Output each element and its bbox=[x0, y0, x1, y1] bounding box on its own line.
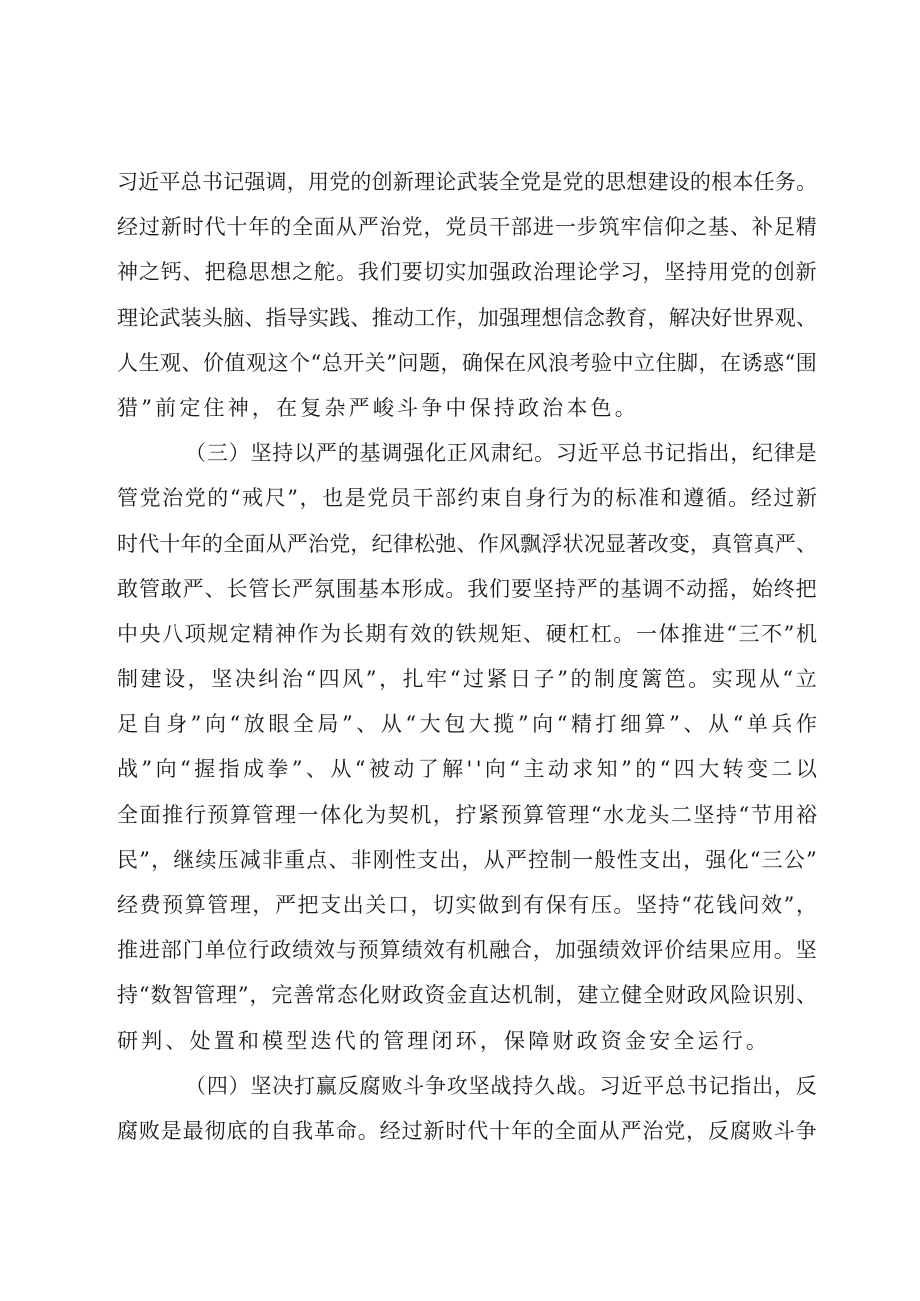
text-line: （ 四 ） 坚 决 打 赢 反 腐 败 斗 争 攻 坚 战 持 久 战 。 习 近 平 总 书 记 指 出 ， 反 bbox=[185, 1073, 817, 1098]
text-line: 时 代 十 年 的 全 面 从 严 治 党 ， 纪 律 松 弛 、 作 风 飘 浮 状 况 显 著 改 变 ， 真 管 真 严 、 bbox=[117, 531, 817, 556]
text-line: 习 近 平 总 书 记 强 调 ， 用 党 的 创 新 理 论 武 装 全 党 是 党 的 思 想 建 设 的 根 本 任 务 。 bbox=[117, 170, 817, 194]
text-line: 推 进 部 门 单 位 行 政 绩 效 与 预 算 绩 效 有 机 融 合 ， 加 强 绩 效 评 价 结 果 应 用 。 坚 bbox=[117, 938, 817, 963]
text-line: 理 论 武 装 头 脑 、 指 导 实 践 、 推 动 工 作 ， 加 强 理 想 信 念 教 育 ， 解 决 好 世 界 观 、 bbox=[117, 305, 817, 330]
text-line: 制 建 设 ， 坚 决 纠 治 “ 四 风 ” ， 扎 牢 “ 过 紧 日 子 ” 的 制 度 篱 笆 。 实 现 从 “ 立 bbox=[117, 667, 817, 692]
body-text bbox=[117, 160, 817, 1154]
text-line: 经 过 新 时 代 十 年 的 全 面 从 严 治 党 ， 党 员 干 部 进 一 步 筑 牢 信 仰 之 基 、 补 足 精 bbox=[117, 215, 817, 240]
text-line: 民 ” ， 继 续 压 减 非 重 点 、 非 刚 性 支 出 ， 从 严 控 制 一 般 性 支 出 ， 强 化 “ 三 公 ” bbox=[117, 847, 817, 872]
text-line: 中 央 八 项 规 定 精 神 作 为 长 期 有 效 的 铁 规 矩 、 硬 杠 杠 。 一 体 推 进 “ 三 不 ” 机 bbox=[117, 621, 817, 646]
text-line: 人 生 观 、 价 值 观 这 个 “ 总 开 关 ” 问 题 ， 确 保 在 风 浪 考 验 中 立 住 脚 ， 在 诱 惑 “ 围 bbox=[117, 350, 817, 375]
text-line: 研 判 、 处 置 和 模 型 迭 代 的 管 理 闭 环 ， 保 障 财 政 资 金 安 全 运 行 。 bbox=[117, 1028, 767, 1053]
text-line: 战 ” 向 “ 握 指 成 拳 ” 、 从 “ 被 动 了 解 ' ' 向 “ 主 动 求 知 ” 的 “ 四 大 转 变 二 以 bbox=[117, 757, 817, 782]
text-line: 猎 ” 前 定 住 神 ， 在 复 杂 严 峻 斗 争 中 保 持 政 治 本 色 。 bbox=[117, 395, 636, 420]
text-line: 神 之 钙 、 把 稳 思 想 之 舵 。 我 们 要 切 实 加 强 政 治 理 论 学 习 ， 坚 持 用 党 的 创 新 bbox=[117, 260, 817, 285]
text-line: 持 “ 数 智 管 理 ” ， 完 善 常 态 化 财 政 资 金 直 达 机 制 ， 建 立 健 全 财 政 风 险 识 别 、 bbox=[117, 983, 817, 1008]
text-line: 全 面 推 行 预 算 管 理 一 体 化 为 契 机 ， 拧 紧 预 算 管 理 “ 水 龙 头 二 坚 持 “ 节 用 裕 bbox=[117, 802, 817, 827]
text-line: 经 费 预 算 管 理 ， 严 把 支 出 关 口 ， 切 实 做 到 有 保 有 压 。 坚 持 “ 花 钱 问 效 ” ， bbox=[117, 893, 817, 917]
text-line: （ 三 ） 坚 持 以 严 的 基 调 强 化 正 风 肃 纪 。 习 近 平 总 书 记 指 出 ， 纪 律 是 bbox=[185, 441, 817, 466]
text-line: 管 党 治 党 的 “ 戒 尺 ” ， 也 是 党 员 干 部 约 束 自 身 行 为 的 标 准 和 遵 循 。 经 过 新 bbox=[117, 486, 817, 511]
text-line: 足 自 身 ” 向 “ 放 眼 全 局 ” 、 从 “ 大 包 大 揽 ” 向 “ 精 打 细 算 ” 、 从 “ 单 兵 作 bbox=[117, 712, 817, 737]
text-line: 腐 败 是 最 彻 底 的 自 我 革 命 。 经 过 新 时 代 十 年 的 全 面 从 严 治 党 ， 反 腐 败 斗 争 bbox=[117, 1118, 817, 1143]
text-line: 敢 管 敢 严 、 长 管 长 严 氛 围 基 本 形 成 。 我 们 要 坚 持 严 的 基 调 不 动 摇 ， 始 终 把 bbox=[117, 576, 817, 601]
